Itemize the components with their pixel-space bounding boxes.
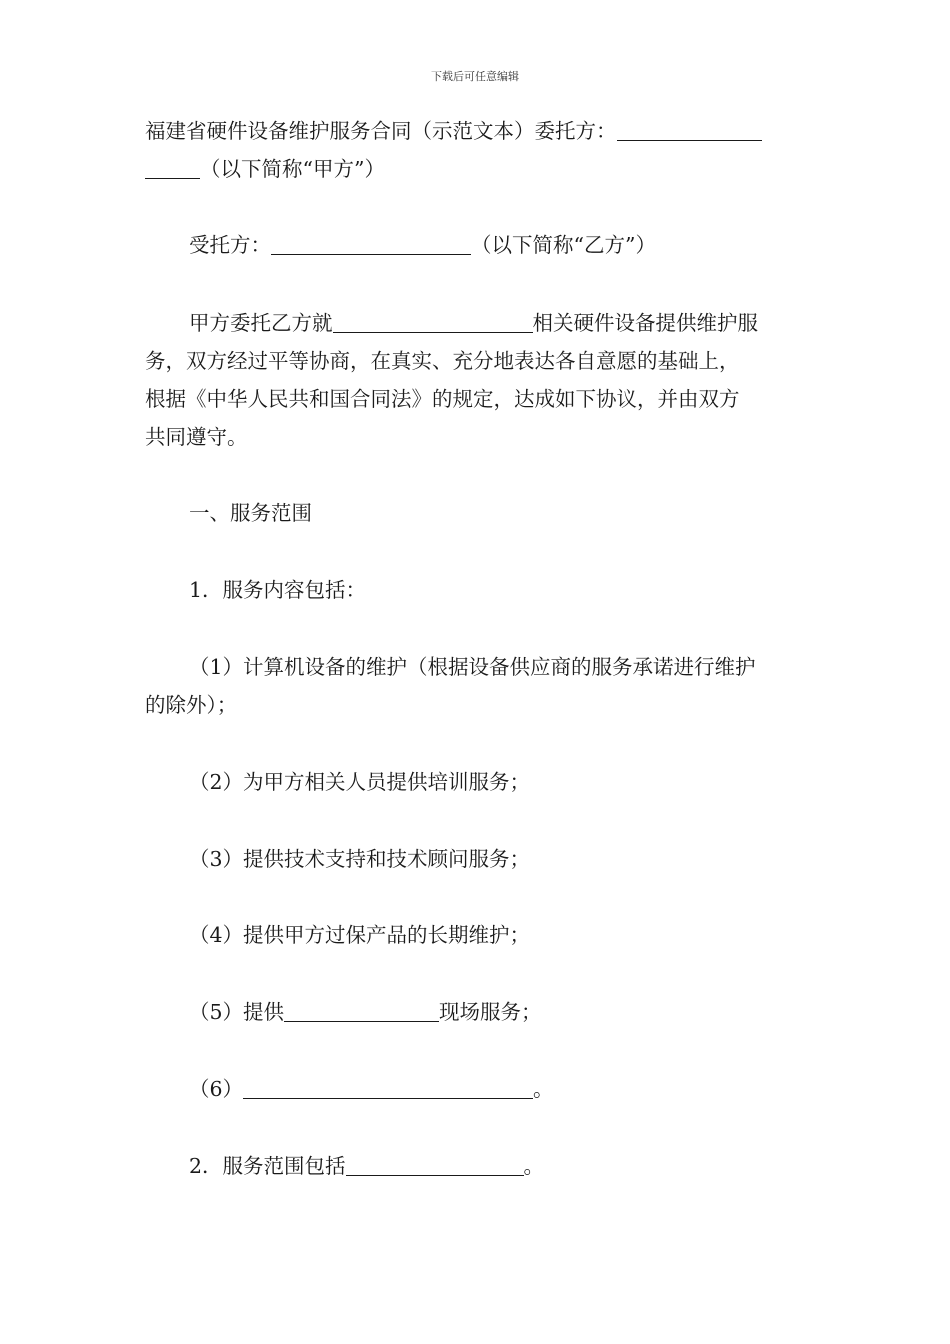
- contract-title-text: 福建省硬件设备维护服务合同（示范文本）委托方：: [145, 119, 617, 143]
- client-alias-text: （以下简称“甲方”）: [200, 157, 385, 181]
- intro-line-2: 务，双方经过平等协商，在真实、充分地表达各自意愿的基础上，: [145, 349, 740, 373]
- download-note: 下载后可任意编辑: [431, 70, 519, 83]
- sub-item-6-text-a: （6）: [189, 1077, 244, 1101]
- sub-item-4: （4）提供甲方过保产品的长期维护；: [189, 923, 531, 947]
- client-name-blank[interactable]: [617, 118, 762, 141]
- sub-item-5: [145, 993, 810, 1031]
- sub-item-6: [145, 1070, 810, 1108]
- sub-item-1-line-2: 的除外）；: [145, 693, 238, 717]
- section-1-title: 一、服务范围: [189, 501, 312, 525]
- sub-item-6-period: 。: [533, 1077, 554, 1101]
- equipment-blank[interactable]: [333, 310, 533, 333]
- sub-item-3: （3）提供技术支持和技术顾问服务；: [189, 847, 531, 871]
- item-2-period: 。: [523, 1154, 545, 1178]
- intro-text-b: 相关硬件设备提供维护服: [532, 311, 758, 335]
- item-1-title: 1．服务内容包括：: [189, 578, 367, 602]
- trustee-label: 受托方：: [189, 233, 271, 257]
- intro-text-a: 甲方委托乙方就: [189, 311, 333, 335]
- client-alias-line: [145, 150, 810, 188]
- intro-line-4: 共同遵守。: [145, 425, 248, 449]
- contract-title-line: [145, 112, 810, 150]
- sub-item-2: （2）为甲方相关人员提供培训服务；: [189, 770, 531, 794]
- service-scope-blank[interactable]: [346, 1153, 524, 1176]
- sub-item-1-line-1: （1）计算机设备的维护（根据设备供应商的服务承诺进行维护: [189, 655, 756, 679]
- onsite-service-blank[interactable]: [284, 999, 439, 1022]
- item-2: [145, 1147, 810, 1185]
- intro-line-1: [145, 304, 810, 342]
- item-2-text: 2．服务范围包括: [189, 1154, 346, 1178]
- trustee-alias-text: （以下简称“乙方”）: [471, 233, 656, 257]
- trustee-name-blank[interactable]: [271, 232, 471, 255]
- sub-item-5-text-b: 现场服务；: [439, 1000, 542, 1024]
- other-service-blank[interactable]: [243, 1076, 533, 1099]
- intro-line-3: 根据《中华人民共和国合同法》的规定，达成如下协议，并由双方: [145, 387, 740, 411]
- trustee-line: [145, 226, 810, 264]
- sub-item-5-text-a: （5）提供: [189, 1000, 285, 1024]
- client-name-blank-continued[interactable]: [145, 156, 200, 179]
